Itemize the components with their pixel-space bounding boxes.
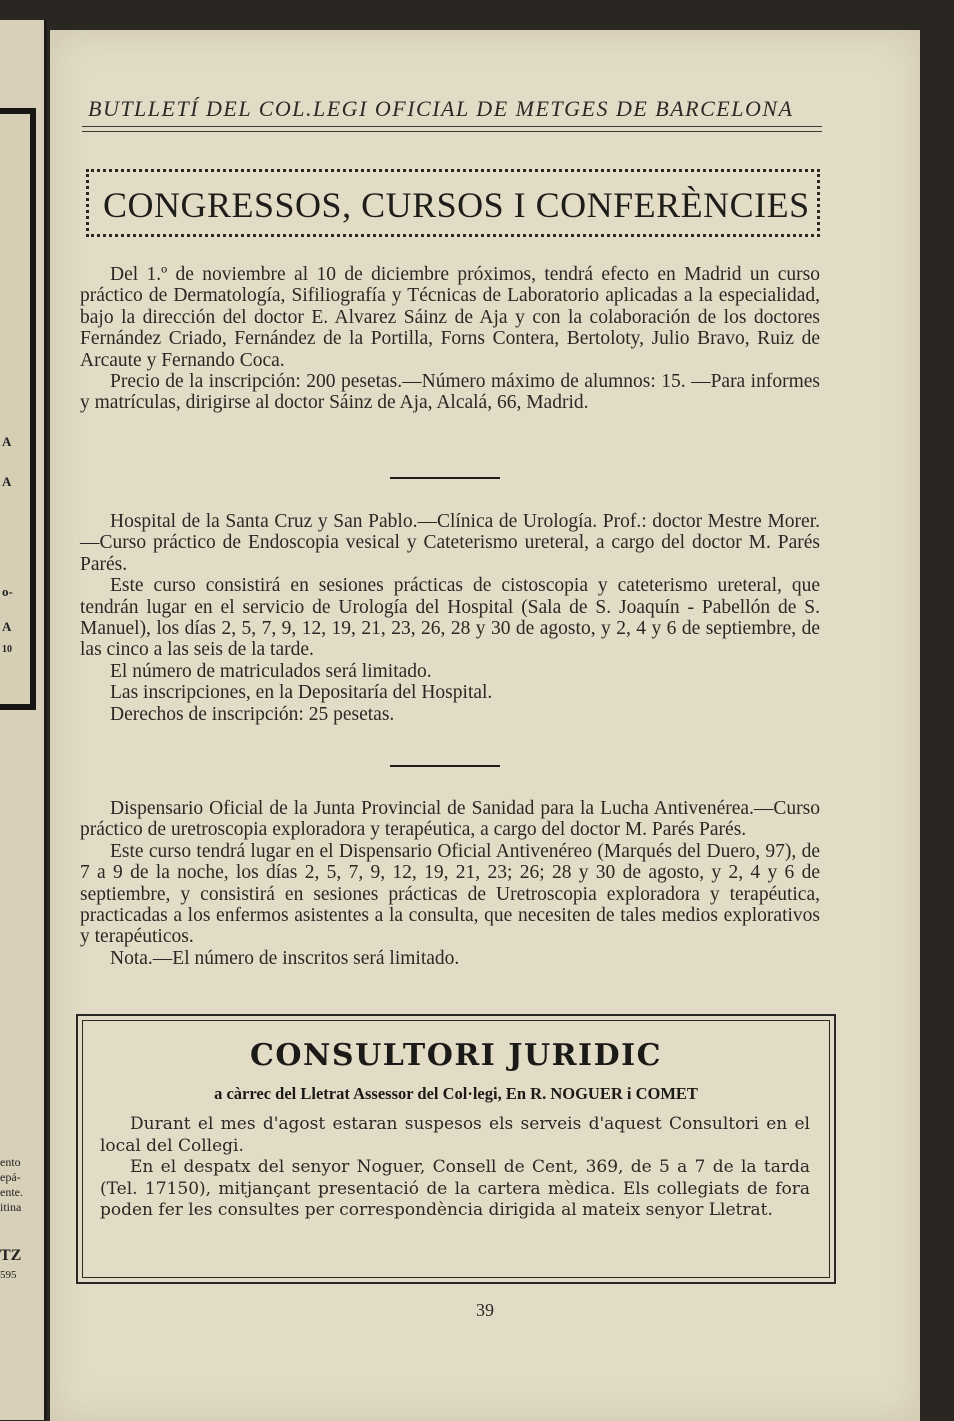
article-paragraph: Derechos de inscripción: 25 pesetas. — [110, 703, 395, 725]
facing-page-fragment: A — [2, 619, 12, 634]
header-rule — [82, 126, 822, 127]
consultori-paragraph: Durant el mes d'agost estaran suspesos els serveis d'aquest Consultori en el local del Collegi. — [100, 1114, 810, 1156]
article-paragraph: Hospital de la Santa Cruz y San Pablo.—Clínica de Urología. Prof.: doctor Mestre Morer.—Curso práctico de Endoscopia vesical y Cateterismo ureteral, a cargo del doctor M. Parés Parés. — [80, 511, 820, 575]
consultori-subtitle: a càrrec del Lletrat Assessor del Col·legi, En R. NOGUER i COMET — [214, 1084, 698, 1103]
facing-page-fragment: epá- — [0, 1170, 21, 1184]
page-number: 39 — [476, 1300, 494, 1320]
article-paragraph: El número de matriculados será limitado. — [110, 660, 432, 682]
facing-page-fragment: 10 — [2, 644, 12, 655]
section-separator — [390, 477, 500, 479]
facing-page-edge — [0, 20, 47, 1420]
article-paragraph: Este curso tendrá lugar en el Dispensario Oficial Antivenéreo (Marqués del Duero, 97), de 7 a 9 de la noche, los días 2, 5, 7, 9, 12, 19, 21, 23; 26; 28 y 30 de agosto, y 2, 4 y 6 de septiembre, y consistirá en sesiones prácticas de Uretroscopia exploradora y terapéutica, practicadas a los enfermos asistentes a la consulta, que necesiten de tales medios explorativos y terapéuticos. — [80, 840, 820, 948]
article-dermatology — [80, 264, 820, 414]
section-banner — [86, 169, 820, 237]
facing-page-advert-box — [0, 108, 36, 710]
consultori-notice-box — [76, 1014, 836, 1284]
article-paragraph: Nota.—El número de inscritos será limitado. — [110, 947, 460, 969]
facing-page-fragment: 595 — [0, 1269, 17, 1281]
section-title: CONGRESSOS, CURSOS I CONFERÈNCIES — [103, 185, 810, 225]
article-paragraph: Las inscripciones, en la Depositaría del Hospital. — [110, 682, 493, 704]
article-paragraph: Precio de la inscripción: 200 pesetas.—Número máximo de alumnos: 15. —Para informes y matrículas, dirigirse al doctor Sáinz de Aja, Alcalá, 66, Madrid. — [80, 371, 820, 414]
article-paragraph: Dispensario Oficial de la Junta Provincial de Sanidad para la Lucha Antivenérea.—Curso práctico de uretroscopia exploradora y terapéutica, a cargo del doctor M. Parés Parés. — [80, 798, 820, 841]
bulletin-page — [50, 30, 920, 1421]
facing-page-fragment: A — [2, 434, 12, 449]
article-urology — [80, 511, 820, 725]
facing-page-fragment: itina — [0, 1200, 22, 1214]
facing-page-fragment: o- — [2, 584, 13, 599]
consultori-body — [100, 1114, 810, 1222]
facing-page-fragment: TZ — [0, 1247, 22, 1264]
consultori-paragraph: En el despatx del senyor Noguer, Consell de Cent, 369, de 5 a 7 de la tarda (Tel. 17150), mitjançant presentació de la cartera mèdica. Els collegiats de fora poden fer les consultes per correspondència dirigida al mateix senyor Lletrat. — [100, 1157, 810, 1221]
consultori-title: CONSULTORI JURIDIC — [249, 1038, 663, 1073]
header-rule — [82, 131, 822, 132]
running-head: BUTLLETÍ DEL COL.LEGI OFICIAL DE METGES DE BARCELONA — [88, 96, 794, 121]
article-paragraph: Este curso consistirá en sesiones prácticas de cistoscopia y cateterismo ureteral, que tendrán lugar en el servicio de Urología del Hospital (Sala de S. Joaquín - Pabellón de S. Manuel), los días 2, 5, 7, 9, 12, 19, 21, 23, 26, 28 y 30 de agosto, y 2, 4 y 6 de septiembre, de las cinco a las seis de la tarde. — [80, 575, 820, 661]
article-venereology — [80, 798, 820, 969]
facing-page-fragment: ente. — [0, 1185, 23, 1199]
article-paragraph: Del 1.º de noviembre al 10 de diciembre próximos, tendrá efecto en Madrid un curso práctico de Dermatología, Sifiliografía y Técnicas de Laboratorio aplicadas a la especialidad, bajo la dirección del doctor E. Alvarez Sáinz de Aja y con la colaboración de los doctores Fernández Criado, Fernández de la Portilla, Forns Contera, Bertoloty, Julio Bravo, Ruiz de Arcaute y Fernando Coca. — [80, 264, 820, 371]
facing-page-fragment: ento — [0, 1155, 21, 1169]
facing-page-fragment: A — [2, 474, 12, 489]
section-separator — [390, 765, 500, 767]
